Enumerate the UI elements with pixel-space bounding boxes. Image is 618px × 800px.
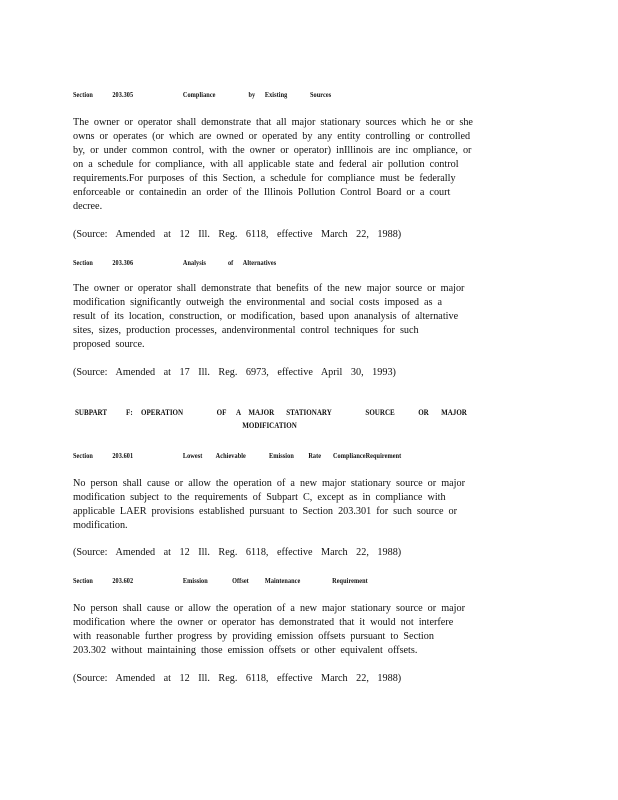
body-line: sites, sizes, production processes, andenvironmental control techniques for such [73, 325, 419, 336]
section-heading-203-305 [73, 90, 331, 99]
body-line: No person shall cause or allow the operation of a new major stationary source or major [73, 603, 465, 614]
section-title-word: by [248, 90, 256, 99]
section-title-word: ComplianceRequirement [332, 451, 402, 460]
body-line: on a schedule for compliance, with all applicable state and federal air pollution control [73, 159, 459, 170]
body-line: owns or operates (or which are owned or operated by any entity controlling or controlled [73, 131, 471, 142]
body-line: proposed source. [73, 339, 145, 350]
section-title-word: Analysis [182, 258, 207, 267]
section-heading-203-306 [73, 258, 276, 267]
section-body-203-306 [73, 282, 503, 352]
body-line: modification. [73, 520, 128, 531]
section-number: 203.601 [112, 451, 134, 460]
subpart-word: SUBPART [75, 408, 108, 417]
section-title-word: Sources [309, 90, 332, 99]
subpart-heading [75, 406, 467, 432]
body-line: No person shall cause or allow the operation of a new major stationary source or major [73, 478, 465, 489]
section-title-word: Offset [232, 576, 249, 585]
subpart-line-1 [75, 406, 467, 419]
body-line: by, or under common control, with the owner or operator) inIllinois are inc ompliance, or [73, 145, 472, 156]
body-line: requirements.For purposes of this Section, a schedule for compliance must be federally [73, 173, 456, 184]
section-number: 203.602 [112, 576, 134, 585]
body-line: 203.302 without maintaining those emission offsets or other equivalent offsets. [73, 645, 418, 656]
body-line: The owner or operator shall demonstrate that all major stationary sources which he or she [73, 117, 473, 128]
section-title-word: Achievable [215, 451, 246, 460]
source-note: (Source: Amended at 12 Ill. Reg. 6118, effective March 22, 1988) [73, 673, 402, 684]
section-number: 203.306 [112, 258, 134, 267]
section-title-word: Emission [182, 576, 208, 585]
section-label: Section [73, 90, 93, 99]
body-line: modification subject to the requirements of Subpart C, except as in compliance with [73, 492, 446, 503]
section-title-word: Rate [308, 451, 322, 460]
subpart-word: STATIONARY [286, 408, 332, 417]
body-line: The owner or operator shall demonstrate that benefits of the new major source or major [73, 283, 465, 294]
section-title-word: Requirement [332, 576, 368, 585]
body-line: with reasonable further progress by providing emission offsets pursuant to Section [73, 631, 434, 642]
section-label: Section [73, 451, 93, 460]
subpart-line-2: MODIFICATION [242, 421, 297, 430]
subpart-word: MAJOR [441, 408, 467, 417]
section-title-word: Existing [264, 90, 288, 99]
section-title-word: Lowest [182, 451, 203, 460]
section-label: Section [73, 576, 93, 585]
source-note: (Source: Amended at 12 Ill. Reg. 6118, effective March 22, 1988) [73, 547, 402, 558]
section-title-word: Emission [268, 451, 294, 460]
subpart-word: SOURCE [365, 408, 395, 417]
section-title-word: Alternatives [242, 258, 277, 267]
subpart-word: MAJOR [248, 408, 275, 417]
body-line: enforceable or containedin an order of the Illinois Pollution Control Board or a court [73, 187, 451, 198]
body-line: applicable LAER provisions established pursuant to Section 203.301 for such source or [73, 506, 457, 517]
section-heading-203-602 [73, 576, 368, 585]
body-line: modification where the owner or operator has demonstrated that it would not interfere [73, 617, 454, 628]
section-title-word: of [227, 258, 234, 267]
body-line: result of its location, construction, or modification, based upon ananalysis of alternative [73, 311, 459, 322]
section-body-203-305 [73, 116, 503, 214]
section-body-203-601 [73, 477, 503, 533]
section-heading-203-601 [73, 451, 401, 460]
section-title-word: Maintenance [264, 576, 301, 585]
section-label: Section [73, 258, 93, 267]
section-number: 203.305 [112, 90, 134, 99]
subpart-word: OPERATION [141, 408, 184, 417]
subpart-word: OF [216, 408, 227, 417]
body-line: modification significantly outweigh the environmental and social costs imposed as a [73, 297, 443, 308]
subpart-word: OR [418, 408, 429, 417]
body-line: decree. [73, 201, 103, 212]
source-note: (Source: Amended at 17 Ill. Reg. 6973, effective April 30, 1993) [73, 367, 396, 378]
source-note: (Source: Amended at 12 Ill. Reg. 6118, effective March 22, 1988) [73, 229, 402, 240]
section-body-203-602 [73, 602, 503, 658]
section-title-word: Compliance [182, 90, 216, 99]
subpart-word: A [236, 408, 242, 417]
subpart-word: F: [126, 408, 133, 417]
